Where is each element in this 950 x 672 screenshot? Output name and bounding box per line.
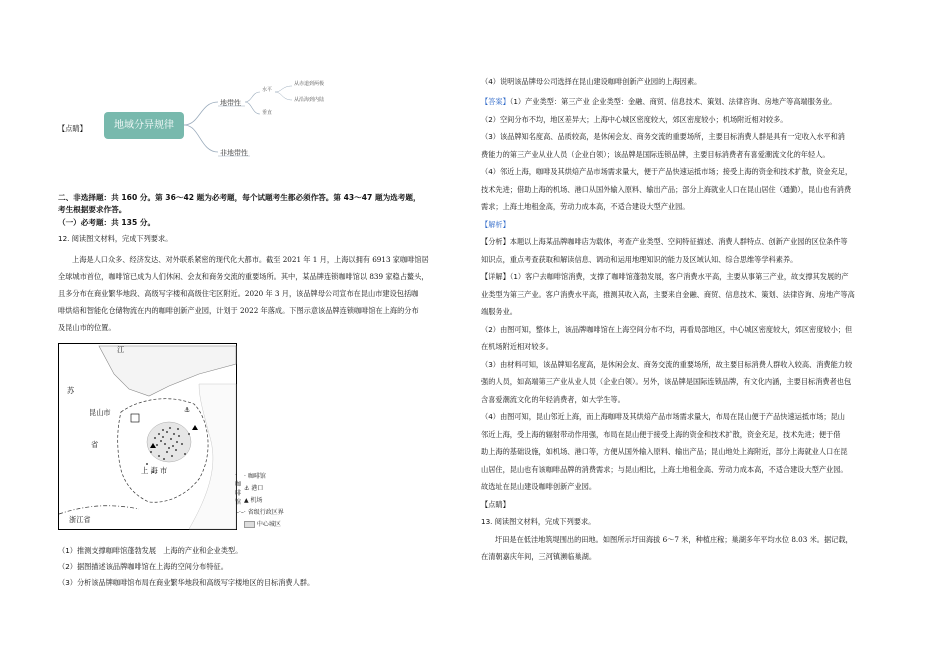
- q12-material-line: 啡烘焙和智能化仓储物流在内的咖啡创新产业园，计划于 2022 年落成。下图示意该品牌连锁咖啡馆在上海的分布: [58, 306, 419, 315]
- map-label-shanghai: 上 海 市: [141, 466, 168, 475]
- analysis-line: 【详解】（1）客户去咖啡馆消费，支撑了咖啡馆蓬勃发展，客户消费水平高，主要从事第三产业，故支撑其发展的产: [481, 272, 849, 281]
- analysis-line: （4）由图可知，昆山邻近上海，而上海咖啡及其烘焙产品市场需求量大，布局在昆山便于产品快速运抵市场；昆山: [481, 412, 845, 421]
- legend-port-row: [244, 483, 263, 492]
- answer-text: （1）产业类型：第三产业 企业类型：金融、商贸、信息技术、策划、法律咨询、房地产等高端服务业。: [509, 97, 837, 106]
- dianjing-label: 【点睛】: [58, 124, 87, 133]
- map-label-jiang: 江: [117, 345, 125, 354]
- analysis-line: 助上海的基础设施，如机场、港口等，方便从国外输入原料、输出产品；昆山地处上海附近，部分上海就业人口在昆: [481, 447, 848, 456]
- legend-center-row: [244, 519, 281, 528]
- q12-material-line: 及昆山市的位置。: [58, 323, 116, 332]
- legend-cafe-label: 咖啡馆: [235, 481, 242, 506]
- analysis-line: 业类型为第三产业。客户消费水平高，推测其收入高，主要来自金融、商贸、信息技术、策划、法律咨询、房地产等高: [481, 289, 855, 299]
- analysis-line: （3）由材料可知，该品牌知名度高，是休闲会友、商务交流的重要场所，故主要目标消费人群收入较高、消费能力较: [481, 359, 853, 369]
- analysis-line: 含喜爱潮流文化的年轻消费者，如大学生等。: [481, 394, 625, 404]
- dianjing-label-2: 【点睛】: [481, 499, 510, 509]
- answer-line: （3）该品牌知名度高、品质较高，是休闲会友、商务交流的重要场所，主要目标消费人群是具有一定收入水平和消: [481, 132, 845, 141]
- answer-line: （2）空间分布不均，地区差异大；上海中心城区密度较大，郊区密度较小；机场附近相对较多。: [481, 114, 788, 124]
- mindmap-branch-2: 从沿海到内陆: [294, 97, 325, 103]
- q13-material-line: 在清朝嘉庆年间，三河镇濒临巢湖。: [481, 552, 597, 561]
- legend-airport-row: [244, 495, 263, 504]
- legend-cafe: [235, 472, 241, 506]
- legend-boundary-row: [236, 507, 284, 516]
- answer-block: [481, 93, 855, 566]
- map-label-kunshan: 昆山市: [89, 408, 111, 417]
- dot-icon: ·: [235, 472, 237, 479]
- legend-boundary-text: 省级行政区界: [247, 509, 284, 516]
- analysis-tag: 【解析】: [481, 219, 510, 229]
- answer-line: （4）邻近上海，咖啡及其烘焙产品市场需求量大，便于产品快速运抵市场；接受上海的资金和技术扩散，资金充足，: [481, 167, 853, 176]
- analysis-line: 在机场附近相对较多。: [481, 342, 553, 351]
- mindmap-branch-1: 从赤道到两极: [294, 81, 325, 87]
- q13-material-line: 圩田是在低洼地筑堤围出的田地。如图所示圩田海拔 6～7 米，种植庄稼；巢湖多年平均水位 8.03 米。据记载，: [495, 534, 853, 544]
- airplane-icon: ▲: [244, 497, 251, 504]
- answer-line: 需求；上海土地租金高，劳动力成本高，不适合建设大型产业园。: [481, 202, 690, 211]
- shanghai-map: [58, 343, 242, 530]
- dashed-line-icon: –·–·: [236, 509, 248, 516]
- section-title-line1: 二、非选择题：共 160 分。第 36～42 题为必考题，每个试题考生都必须作答。第 43～47 题为选考题，: [58, 193, 421, 202]
- analysis-line: 强的人员，如高端第三产业从业人员（企业白领）。另外，该品牌是国际连锁品牌，有文化内涵，主要目标消费者也包: [481, 377, 852, 386]
- analysis-line: 邻近上海，受上海的辐射带动作用强，布局在昆山便于接受上海的资金和技术扩散，资金充足，技术先进；便于借: [481, 429, 841, 439]
- analysis-line: 故选址在昆山建设咖啡创新产业园。: [481, 482, 597, 491]
- analysis-line: （2）由图可知，整体上，该品牌咖啡馆在上海空间分布不均，再看局部地区，中心城区密度较大，郊区密度较小；但: [481, 324, 853, 334]
- anchor-icon: ⚓: [244, 485, 252, 492]
- answer-line-1: [481, 93, 855, 111]
- map-label-su: 苏: [67, 386, 75, 395]
- mindmap-root: 地域分异规律: [104, 112, 184, 139]
- q12-material: [58, 251, 468, 336]
- port-marker: ⚓: [184, 406, 191, 414]
- dot-icon: ·: [244, 473, 248, 480]
- legend-cafe-row: [244, 471, 266, 480]
- question-2: （2）据图描述该品牌咖啡馆在上海的空间分布特征。: [58, 562, 228, 571]
- analysis-line: 【分析】本题以上海某品牌咖啡店为载体，考查产业类型、空间特征描述、消费人群特点、创新产业园的区位条件等: [481, 237, 848, 246]
- q13-intro: 13. 阅读图文材料，完成下列要求。: [481, 517, 596, 526]
- question-1: （1）推测支撑咖啡馆蓬勃发展 上海的产业和企业类型。: [58, 546, 243, 555]
- legend-airport-text: 机场: [250, 497, 263, 504]
- legend-cafe-text: 咖啡馆: [247, 473, 266, 480]
- answer-tag: 【答案】: [481, 97, 510, 106]
- kunshan-marker: [131, 414, 139, 422]
- analysis-line: 端服务业。: [481, 307, 517, 316]
- q12-material-line: 上海是人口众多、经济发达、对外联系紧密的现代化大都市。截至 2021 年 1 月，上海以拥有 6913 家咖啡馆居: [72, 255, 429, 264]
- answer-line: 技术先进；借助上海的机场、港口从国外输入原料、输出产品；部分上海就业人口在昆山居住（通勤），昆山也有消费: [481, 184, 852, 194]
- map-label-zhejiang: 浙江省: [69, 515, 91, 524]
- q12-material-line: 全球城市首位，咖啡馆已成为人们休闲、会友和商务交流的重要场所。其中，某品牌连锁咖啡馆以 839 家稳占鳌头，: [58, 272, 429, 281]
- airport-pudong: [192, 425, 198, 430]
- analysis-line: 知识点，重点考查获取和解读信息、调动和运用地理知识的能力及区域认知、综合思维等学科素养。: [481, 254, 798, 264]
- map-label-sheng: 省: [91, 440, 99, 449]
- answer-line: 费能力的第三产业从业人员（企业白领）；该品牌是国际连锁品牌，主要目标消费者有喜爱潮流文化的年轻人。: [481, 149, 830, 159]
- part-title: （一）必考题：共 135 分。: [58, 218, 156, 227]
- mindmap-nonzonal: 非地带性: [220, 149, 248, 157]
- legend-center-text: 中心城区: [256, 521, 281, 528]
- legend-port-text: 港口: [251, 485, 264, 492]
- gray-box-icon: [244, 521, 255, 528]
- mindmap-zonal: 地带性: [220, 99, 241, 107]
- mindmap-vertical: 垂直: [262, 110, 273, 116]
- analysis-line: 山居住，昆山也有该咖啡品牌的消费需求；与昆山相比，上海土地租金高、劳动力成本高，不适合建设大型产业园。: [481, 464, 848, 474]
- q12-intro: 12. 阅读图文材料，完成下列要求。: [58, 234, 173, 243]
- mindmap-horizontal: 水平: [262, 87, 273, 93]
- q12-material-line: 且多分布在商业繁华地段、高级写字楼和高级住宅区附近。2020 年 3 月，该品牌母公司宣布在昆山市建设包括咖: [58, 289, 419, 298]
- section-title-line2: 考生根据要求作答。: [58, 205, 127, 214]
- q4-text: （4）说明该品牌母公司选择在昆山建设咖啡创新产业园的上海因素。: [481, 77, 702, 86]
- question-3: （3）分析该品牌咖啡馆布局在商业繁华地段和高级写字楼地区的目标消费人群。: [58, 578, 315, 587]
- map-drawing: [59, 344, 236, 529]
